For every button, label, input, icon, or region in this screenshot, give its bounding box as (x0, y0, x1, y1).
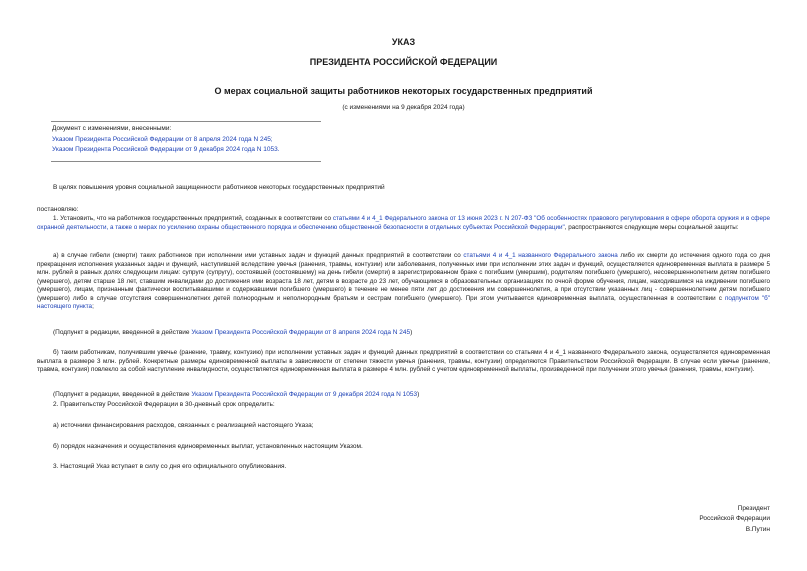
decree-subject: О мерах социальной защиты работников некоторых государственных предприятий (214, 86, 593, 96)
signature-country: Российской Федерации (699, 515, 770, 522)
note-a-prefix: (Подпункт в редакции, введенной в действие (53, 329, 192, 336)
paragraph-1-text-end: , распространяются следующие меры социальной защиты: (564, 223, 739, 231)
law-articles-link[interactable]: статьями 4 и 4_1 названного Федерального закона (463, 252, 618, 259)
subparagraph-a-text-end: ; (92, 303, 94, 311)
note-b-prefix: (Подпункт в редакции, введенной в действие (53, 391, 192, 398)
subparagraph-a-text-body: либо их смерти до истечения одного года со дня прекращения исполнения указанных задач и функций, наступившей вследствие увечья (ранения, травмы, контузии) или заболевания, полученных ими при исполнении этих задач и функций, осуществляется единовременная выплата в размере 5 млн. рублей в равных долях следующим лицам: супруге (супругу), состоявшей (состоявшему) на день гибели (смерти) в зарегистрированном браке с погибшим (умершим), родителям погибшего (умершего), несовершеннолетним детям погибшего (умершего), детям старше 18 лет, ставшим инвалидами до достижения ими возраста 18 лет, детям в возрасте до 23 лет, обучающимся в образовательных организациях по очной форме обучения, лицам, находившимся на иждивении погибшего (умершего), лицам, признанным фактически воспитывавшими и содержавшими погибшего (умершего) в течение не менее пяти лет до достижения им совершеннолетия, а при отсутствии указанных лиц - совершеннолетним детям погибшего (умершего) либо в случае отсутствия совершеннолетних детей полнородным и неполнородным братьям и сестрам погибшего (умершего). При этом учитывается единовременная выплата, осуществленная в соответствии с (37, 252, 770, 302)
subparagraph-a-text-start: а) в случае гибели (смерти) таких работников при исполнении ими уставных задач и функций данных предприятий в соответствии со (53, 252, 464, 259)
subparagraph-a (37, 252, 770, 312)
edition-note: (с изменениями на 9 декабря 2024 года) (342, 104, 465, 111)
note-b-suffix: ) (417, 391, 420, 398)
amendments-intro: Документ с изменениями, внесенными: (52, 125, 172, 132)
amendment-link-1053[interactable]: Указом Президента Российской Федерации от 9 декабря 2024 года N 1053. (52, 146, 280, 153)
decree-heading: УКАЗ (391, 37, 416, 47)
federal-law-link[interactable]: статьями 4 и 4_1 Федерального закона от 13 июня 2023 г. N 207-ФЗ "Об особенностях правового регулирования в сфере оборота оружия и в сфере охранной деятельности, а также о мерах по усилению охраны общественного порядка и обеспечению общественной безопасности в отдельных субъектах Российской Федерации" (37, 215, 770, 231)
paragraph-3: 3. Настоящий Указ вступает в силу со дня его официального опубликования. (53, 463, 287, 470)
subparagraph-b-reference-link[interactable]: подпунктом "б" настоящего пункта (37, 294, 771, 311)
paragraph-2: 2. Правительству Российской Федерации в 30-дневный срок определить: (53, 401, 275, 408)
decree-issuer: ПРЕЗИДЕНТА РОССИЙСКОЙ ФЕДЕРАЦИИ (309, 57, 498, 67)
signature-title: Президент (737, 505, 770, 512)
amendment-link-245[interactable]: Указом Президента Российской Федерации от 8 апреля 2024 года N 245; (52, 136, 273, 143)
signature-name: В.Путин (745, 526, 770, 533)
note-b-link[interactable]: Указом Президента Российской Федерации от 9 декабря 2024 года N 1053 (191, 391, 418, 398)
note-a-link[interactable]: Указом Президента Российской Федерации от 8 апреля 2024 года N 245 (191, 329, 411, 336)
paragraph-2b: б) порядок назначения и осуществления единовременных выплат, установленных настоящим Указом. (53, 443, 363, 450)
preamble-text: В целях повышения уровня социальной защищенности работников некоторых государственных предприятий (53, 184, 385, 191)
amendments-top-rule (51, 121, 321, 122)
paragraph-2a: а) источники финансирования расходов, связанных с реализацией настоящего Указа; (53, 422, 314, 429)
amendments-bottom-rule (51, 161, 321, 162)
note-a-suffix: ) (410, 329, 413, 336)
paragraph-1-text-start: 1. Установить, что на работников государственных предприятий, созданных в соответствии со (53, 215, 333, 222)
subparagraph-b: б) таким работникам, получившим увечье (ранение, травму, контузию) при исполнении уставных задач и функций данных предприятий в соответствии со статьями 4 и 4_1 названного Федерального закона, осуществляется единовременная выплата в размере 3 млн. рублей. Конкретные размеры единовременной выплаты в зависимости от степени тяжести увечья (ранения, травмы, контузии) определяются Правительством Российской Федерации. В случае если увечье (ранение, травма, контузия) повлекло за собой наступление инвалидности, осуществляется единовременная выплата в размере 4 млн. рублей с учетом единовременной выплаты, произведенной при получении этого увечья (ранения, травмы, контузии). (37, 349, 770, 374)
paragraph-1 (37, 215, 770, 232)
subparagraph-a-amendment-note (53, 329, 412, 338)
resolve-text: постановляю: (37, 206, 79, 213)
subparagraph-b-amendment-note (53, 391, 419, 400)
